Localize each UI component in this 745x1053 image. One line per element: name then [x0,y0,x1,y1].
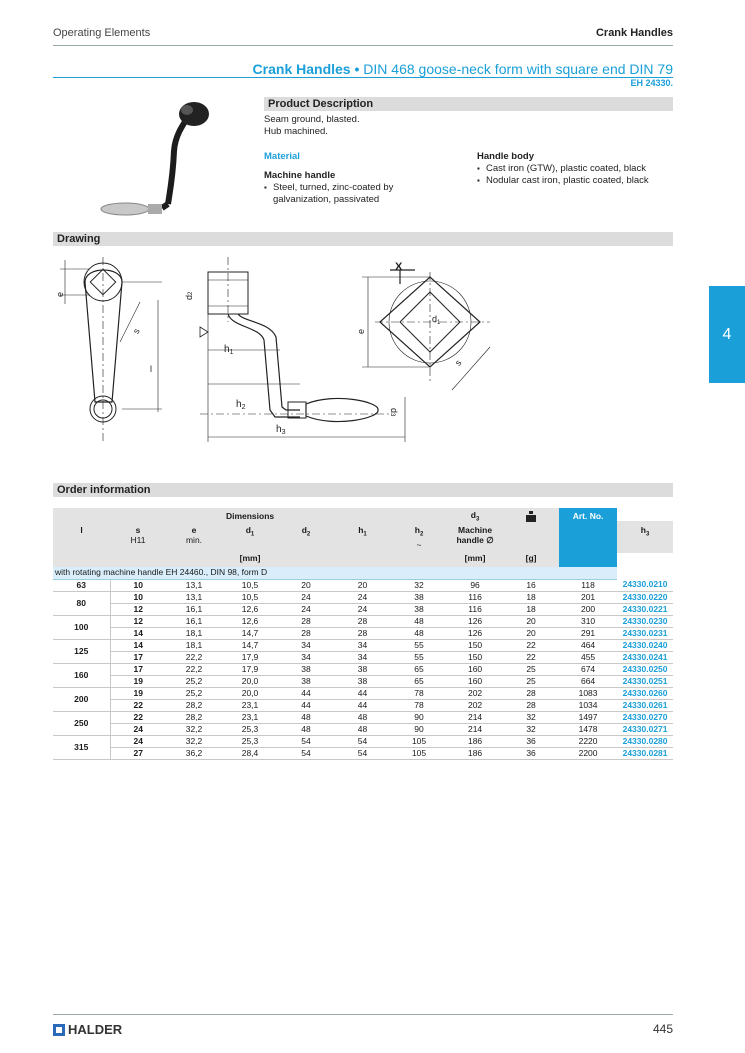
cell-h1: 44 [334,687,391,699]
cell-art[interactable]: 24330.0231 [617,627,673,639]
col-weight [503,508,559,553]
cell-g: 1497 [559,711,617,723]
cell-l: 160 [53,663,110,687]
order-table [53,508,673,760]
cell-h1: 48 [334,723,391,735]
cell-h3: 116 [447,603,503,615]
label-d3: d3 [389,408,399,417]
cell-g: 1083 [559,687,617,699]
col-h1: $h_1$ [334,521,391,553]
brand-logo [53,1022,122,1037]
table-row [53,711,673,723]
cell-d3: 18 [503,603,559,615]
cell-s: 24 [110,735,166,747]
machine-handle-list [264,182,414,206]
cell-art[interactable]: 24330.0221 [617,603,673,615]
crank-grip-collar [148,204,162,214]
cell-s: 19 [110,687,166,699]
cell-d2: 38 [278,675,334,687]
cell-art[interactable]: 24330.0271 [617,723,673,735]
cell-s: 19 [110,675,166,687]
label-e-left: e [55,291,65,297]
square-detail-view [362,270,490,390]
cell-h2: 105 [391,735,447,747]
cell-d1: 14,7 [222,639,278,651]
cell-g: 1478 [559,723,617,735]
label-e-right: e [356,328,366,334]
cell-s: 22 [110,699,166,711]
cell-h1: 48 [334,711,391,723]
cell-s: 27 [110,747,166,759]
chapter-tab[interactable]: 4 [709,286,745,383]
cell-e: 32,2 [166,735,222,747]
cell-h3: 214 [447,711,503,723]
cell-l: 250 [53,711,110,735]
cell-d2: 34 [278,651,334,663]
cell-d1: 10,5 [222,591,278,603]
order-information-heading: Order information [53,483,673,497]
product-code: EH 24330. [630,78,673,88]
cell-g: 674 [559,663,617,675]
table-row [53,723,673,735]
cell-s: 10 [110,579,166,591]
cell-e: 25,2 [166,687,222,699]
label-x: X [395,261,403,273]
cell-h3: 116 [447,591,503,603]
label-l: l [150,364,152,374]
cell-g: 1034 [559,699,617,711]
table-row [53,687,673,699]
cell-d1: 20,0 [222,675,278,687]
cell-g: 291 [559,627,617,639]
cell-g: 200 [559,603,617,615]
cell-d3: 16 [503,579,559,591]
cell-d2: 48 [278,723,334,735]
cell-d2: 28 [278,627,334,639]
cell-art[interactable]: 24330.0220 [617,591,673,603]
desc-line-2: Hub machined. [264,126,328,137]
cell-g: 455 [559,651,617,663]
cell-s: 24 [110,723,166,735]
cell-e: 32,2 [166,723,222,735]
cell-g: 464 [559,639,617,651]
cell-d3: 32 [503,711,559,723]
cell-h2: 32 [391,579,447,591]
cell-s: 12 [110,615,166,627]
cell-g: 2200 [559,747,617,759]
cell-d2: 28 [278,615,334,627]
handle-body-list [477,163,677,187]
cell-e: 22,2 [166,651,222,663]
lever-front-view [60,257,162,444]
cell-d1: 23,1 [222,711,278,723]
cell-e: 16,1 [166,615,222,627]
cell-d3: 22 [503,651,559,663]
cell-e: 25,2 [166,675,222,687]
material-label: Material [264,151,300,162]
table-row [53,579,673,591]
cell-d3: 20 [503,627,559,639]
cell-d1: 10,5 [222,579,278,591]
cell-d3: 25 [503,675,559,687]
cell-h3: 160 [447,663,503,675]
col-d1: $d_1$ [222,521,278,553]
cell-d1: 17,9 [222,663,278,675]
table-row [53,735,673,747]
cell-h1: 24 [334,591,391,603]
cell-h1: 38 [334,663,391,675]
crank-bend [162,204,168,208]
cell-e: 28,2 [166,699,222,711]
cell-art[interactable]: 24330.0280 [617,735,673,747]
technical-drawing [50,252,500,444]
cell-e: 18,1 [166,639,222,651]
label-d2: d2 [184,291,194,300]
cell-d3: 28 [503,687,559,699]
cell-h3: 126 [447,615,503,627]
cell-g: 201 [559,591,617,603]
cell-g: 118 [559,579,617,591]
product-photo [90,96,220,226]
cell-s: 12 [110,603,166,615]
handle-body-label: Handle body [477,151,535,162]
col-d2: $d_2$ [278,521,334,553]
page-title [253,61,673,77]
machine-handle-label: Machine handle [264,170,336,181]
col-h3: $h_3$ [617,521,673,553]
cell-s: 22 [110,711,166,723]
cell-h3: 214 [447,723,503,735]
halder-logo-icon [53,1024,65,1036]
cell-h1: 34 [334,639,391,651]
title-bullet: • [354,61,360,77]
cell-d2: 48 [278,711,334,723]
table-row [53,675,673,687]
material-block [264,151,464,206]
cell-h1: 54 [334,735,391,747]
machine-handle-item: ▪ Steel, turned, zinc-coated by galvanization, passivated [264,182,414,206]
cell-d2: 44 [278,699,334,711]
cell-h2: 55 [391,639,447,651]
cell-d1: 14,7 [222,627,278,639]
cell-h2: 48 [391,615,447,627]
cell-l: 200 [53,687,110,711]
cell-e: 13,1 [166,591,222,603]
cell-h2: 105 [391,747,447,759]
unit-mm-d3: [mm] [447,553,503,567]
cell-h1: 20 [334,579,391,591]
cell-h3: 150 [447,639,503,651]
cell-h1: 34 [334,651,391,663]
handle-body-block [477,151,677,187]
cell-h1: 38 [334,675,391,687]
dimensions-header: Dimensions [53,508,447,521]
cell-art[interactable]: 24330.0210 [617,579,673,591]
cell-h2: 78 [391,699,447,711]
desc-line-1: Seam ground, blasted. [264,114,360,125]
col-l: l [53,521,110,553]
product-description-heading: Product Description [264,97,673,111]
cell-d2: 54 [278,747,334,759]
cell-s: 17 [110,663,166,675]
cell-l: 80 [53,591,110,615]
cell-d1: 25,3 [222,735,278,747]
title-sub: DIN 468 goose-neck form with square end DIN 79 [363,61,673,77]
cell-g: 2220 [559,735,617,747]
cell-art[interactable]: 24330.0260 [617,687,673,699]
cell-l: 125 [53,639,110,663]
page-number: 445 [652,1022,673,1036]
cell-h3: 96 [447,579,503,591]
cell-d3: 22 [503,639,559,651]
cell-h2: 48 [391,627,447,639]
cell-art[interactable]: 24330.0261 [617,699,673,711]
cell-h2: 90 [391,711,447,723]
cell-d1: 28,4 [222,747,278,759]
cell-l: 100 [53,615,110,639]
cell-h1: 28 [334,627,391,639]
cell-d3: 36 [503,747,559,759]
cell-h2: 78 [391,687,447,699]
cell-d2: 24 [278,591,334,603]
product-description-text [264,114,360,138]
cell-g: 310 [559,615,617,627]
header-category: Crank Handles [595,27,673,39]
cell-d1: 25,3 [222,723,278,735]
order-table-body [53,567,673,759]
crank-arm [168,114,190,204]
cell-art[interactable]: 24330.0281 [617,747,673,759]
col-e: e min. [166,521,222,553]
handle-body-item: ▪ Nodular cast iron, plastic coated, black [477,175,677,187]
cell-d2: 38 [278,663,334,675]
table-row [53,699,673,711]
unit-g: [g] [503,553,559,567]
crank-hub-square [181,105,193,115]
table-row [53,639,673,651]
cell-d3: 20 [503,615,559,627]
cell-h1: 24 [334,603,391,615]
cell-art[interactable]: 24330.0251 [617,675,673,687]
table-row [53,627,673,639]
cell-art[interactable]: 24330.0240 [617,639,673,651]
header-section: Operating Elements [53,27,151,39]
cell-e: 16,1 [166,603,222,615]
handle-body-item: ▪ Cast iron (GTW), plastic coated, black [477,163,677,175]
label-s-right: s [452,357,464,368]
cell-e: 18,1 [166,627,222,639]
cell-d1: 20,0 [222,687,278,699]
table-row [53,651,673,663]
table-row [53,615,673,627]
cell-h3: 126 [447,627,503,639]
label-h2: $h_2$ [236,399,246,411]
cell-h3: 160 [447,675,503,687]
label-d1: $d_1$ [432,314,441,326]
cell-d1: 23,1 [222,699,278,711]
cell-l: 315 [53,735,110,759]
cell-d3: 36 [503,735,559,747]
brand-name: HALDER [68,1022,123,1037]
cell-d3: 18 [503,591,559,603]
cell-art[interactable]: 24330.0270 [617,711,673,723]
col-h2: $h_2$ ~ [391,521,447,553]
table-row [53,591,673,603]
header-divider [53,45,673,46]
cell-d2: 34 [278,639,334,651]
cell-d2: 44 [278,687,334,699]
cell-art[interactable]: 24330.0250 [617,663,673,675]
cell-d2: 20 [278,579,334,591]
col-artno: Art. No. [559,508,617,567]
cell-h2: 55 [391,651,447,663]
cell-h3: 186 [447,735,503,747]
drawing-heading: Drawing [53,232,673,246]
cell-h2: 38 [391,603,447,615]
cell-h3: 186 [447,747,503,759]
title-divider [53,77,673,78]
cell-h3: 202 [447,699,503,711]
label-s-left: s [130,326,142,336]
cell-h1: 28 [334,615,391,627]
cell-e: 28,2 [166,711,222,723]
col-d3: $d_3$ Machine handle ∅ [447,508,503,553]
cell-s: 17 [110,651,166,663]
cell-l: 63 [53,579,110,591]
cell-d1: 12,6 [222,615,278,627]
col-s: s H11 [110,521,166,553]
cell-d3: 32 [503,723,559,735]
cell-art[interactable]: 24330.0241 [617,651,673,663]
cell-e: 36,2 [166,747,222,759]
cell-h1: 54 [334,747,391,759]
crank-grip [101,203,149,215]
weight-icon [525,511,537,523]
label-h1: $h_1$ [224,344,234,356]
cell-h2: 38 [391,591,447,603]
cell-d3: 25 [503,663,559,675]
cell-h3: 150 [447,651,503,663]
cell-h2: 90 [391,723,447,735]
cell-g: 664 [559,675,617,687]
cell-h2: 65 [391,663,447,675]
footer-divider [53,1014,673,1015]
group-label-row: with rotating machine handle EH 24460., DIN 98, form D [53,567,617,579]
unit-mm-dimensions: [mm] [53,553,447,567]
cell-s: 14 [110,639,166,651]
cell-h2: 65 [391,675,447,687]
cell-d1: 17,9 [222,651,278,663]
cell-s: 10 [110,591,166,603]
cell-h1: 44 [334,699,391,711]
order-table-wrapper [53,508,673,760]
cell-h3: 202 [447,687,503,699]
table-row [53,603,673,615]
cell-d2: 24 [278,603,334,615]
table-row [53,663,673,675]
cell-art[interactable]: 24330.0230 [617,615,673,627]
cell-d3: 28 [503,699,559,711]
cell-e: 13,1 [166,579,222,591]
cell-s: 14 [110,627,166,639]
cell-e: 22,2 [166,663,222,675]
label-h3: $h_3$ [276,424,286,436]
cell-d1: 12,6 [222,603,278,615]
table-row [53,747,673,759]
title-main: Crank Handles [252,61,351,77]
cell-d2: 54 [278,735,334,747]
